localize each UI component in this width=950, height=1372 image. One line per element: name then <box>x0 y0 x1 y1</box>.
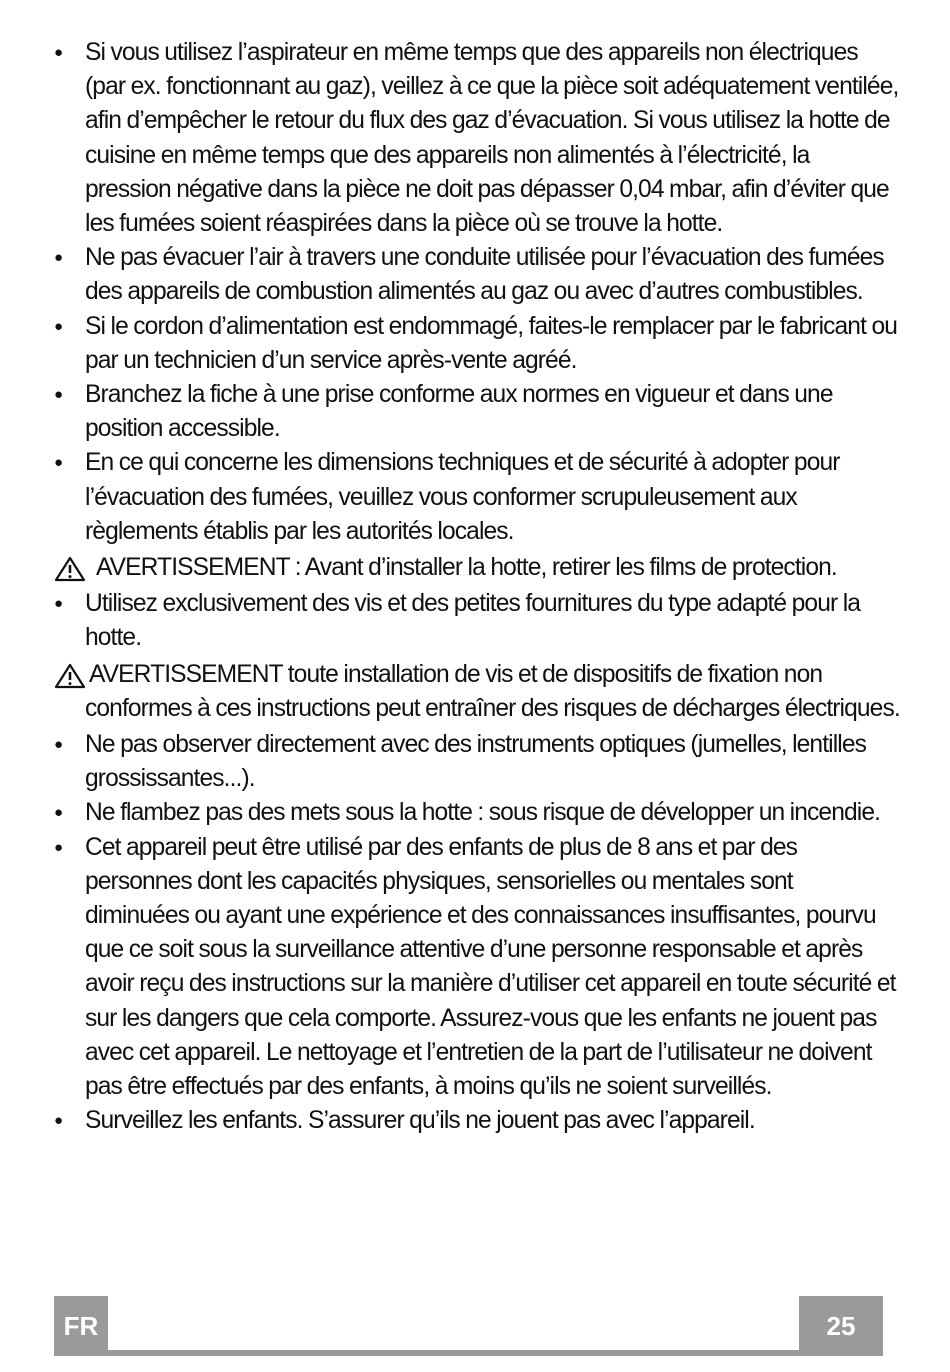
list-item-text: Ne pas observer directement avec des instruments optiques (jumelles, lentilles grossissantes...). <box>85 731 867 793</box>
list-item-text: Surveillez les enfants. S’assurer qu’ils ne jouent pas avec l’appareil. <box>85 1107 755 1135</box>
bullet-icon: ● <box>54 804 63 822</box>
list-item-text: Si le cordon d’alimentation est endommagé, faites-le remplacer par le fabricant ou par un technicien d’un service après-vente agréé. <box>85 312 898 374</box>
list-item-text: En ce qui concerne les dimensions techniques et de sécurité à adopter pour l’évacuation des fumées, veuillez vous conformer scrupuleusement aux règlements établis par les autorités locales. <box>85 449 840 545</box>
warning-notice <box>54 658 900 726</box>
list-item-text: Utilisez exclusivement des vis et des petites fournitures du type adapté pour la hotte. <box>85 590 861 652</box>
warning-text: toute installation de vis et de dispositifs de fixation non conformes à ces instructions peut entraîner des risques de décharges électriques. <box>85 660 900 722</box>
list-item <box>54 36 900 241</box>
list-item-text: Ne pas évacuer l’air à travers une conduite utilisée pour l’évacuation des fumées des appareils de combustion alimentés au gaz ou avec d’autres combustibles. <box>85 244 884 306</box>
list-item <box>54 831 900 1105</box>
warning-notice <box>54 551 900 585</box>
list-item-text: Si vous utilisez l’aspirateur en même temps que des appareils non électriques (par ex. fonctionnant au gaz), veillez à ce que la pièce soit adéquatement ventilée, afin d’empêcher le retour du flux des gaz d’évacuation. Si vous utilisez la hotte de cuisine en même temps que des appareils non alimentés à l’électricité, la pression négative dans la pièce ne doit pas dépasser 0,04 mbar, afin d’éviter que les fumées soient réaspirées dans la pièce où se trouve la hotte. <box>85 39 899 238</box>
bullet-icon: ● <box>54 595 63 613</box>
list-item <box>54 1104 900 1138</box>
warning-text: Avant d’installer la hotte, retirer les films de protection. <box>300 554 837 582</box>
list-item <box>54 446 900 549</box>
bullet-icon: ● <box>54 838 63 856</box>
page-footer <box>54 1296 883 1356</box>
warning-triangle-icon <box>54 663 86 689</box>
bullet-icon: ● <box>54 454 63 472</box>
list-item <box>54 587 900 655</box>
bullet-icon: ● <box>54 317 63 335</box>
list-item <box>54 241 900 309</box>
list-item <box>54 796 900 830</box>
bullet-icon: ● <box>54 1112 63 1130</box>
warning-label: AVERTISSEMENT <box>89 660 283 688</box>
list-item-text: Branchez la fiche à une prise conforme aux normes en vigueur et dans une position accessible. <box>85 381 833 443</box>
list-item <box>54 378 900 446</box>
list-item <box>54 728 900 796</box>
bullet-icon: ● <box>54 736 63 754</box>
language-badge: FR <box>54 1296 108 1356</box>
list-item-text: Cet appareil peut être utilisé par des enfants de plus de 8 ans et par des personnes dont les capacités physiques, sensorielles ou mentales sont diminuées ou ayant une expérience et des connaissances insuffisantes, pourvu que ce soit sous la surveillance attentive d’une personne responsable et après avoir reçu des instructions sur la manière d’utiliser cet appareil en toute sécurité et sur les dangers que cela comporte. Assurez-vous que les enfants ne jouent pas avec cet appareil. Le nettoyage et l’entretien de la part de l’utilisateur ne doivent pas être effectués par des enfants, à moins qu’ils ne soient surveillés. <box>85 833 896 1101</box>
warning-triangle-icon <box>54 556 86 582</box>
warning-label: AVERTISSEMENT : <box>96 554 301 582</box>
bullet-icon: ● <box>54 249 63 267</box>
footer-rule <box>54 1350 883 1356</box>
list-item-text: Ne flambez pas des mets sous la hotte : sous risque de développer un incendie. <box>85 799 881 827</box>
page-number: 25 <box>799 1296 883 1356</box>
bullet-icon: ● <box>54 44 63 61</box>
list-item <box>54 310 900 378</box>
bullet-icon: ● <box>54 386 63 404</box>
document-body <box>54 36 900 1139</box>
